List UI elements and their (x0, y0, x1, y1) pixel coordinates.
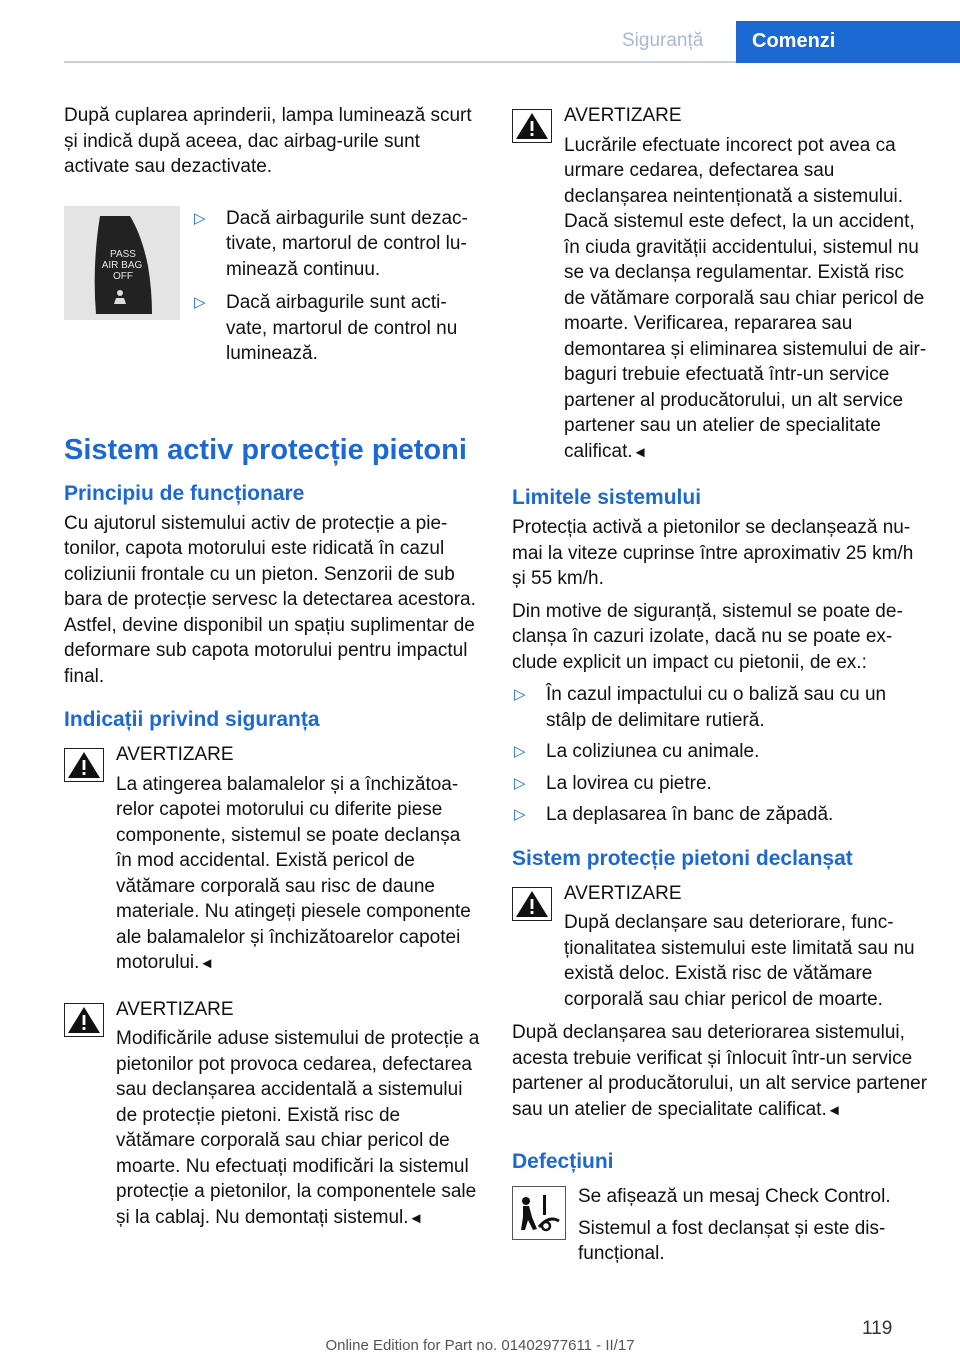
subheading-safety: Indicații privind siguranța (64, 708, 320, 731)
triangle-right-icon: ▷ (514, 806, 526, 823)
list-item: ▷ Dacă airbagurile sunt activate, martorul de control nu luminează. (194, 292, 458, 364)
fault-text-2: Sistemul a fost declanșat și este disfuncțional. (578, 1217, 886, 1264)
warning-title: AVERTIZARE (116, 744, 234, 765)
fault-block (512, 1184, 928, 1267)
list-item: ▷ La deplasarea în banc de zăpadă. (512, 802, 928, 828)
subheading-principle: Principiu de funcționare (64, 481, 305, 505)
footer-edition: Online Edition for Part no. 01402977611 - II/17 (325, 1337, 635, 1354)
limits-paragraph-1: Protecția activă a pietonilor se declanșează numai la viteze cuprinse între aproximativ 25 km/h și 55 km/h. (512, 517, 914, 589)
warning-title: AVERTIZARE (564, 105, 682, 126)
warning-block-3 (512, 103, 928, 465)
triangle-right-icon: ▷ (514, 686, 526, 703)
triangle-right-icon: ▷ (514, 743, 526, 760)
page-number: 119 (862, 1318, 893, 1339)
list-item: ▷ La coliziunea cu animale. (512, 739, 928, 765)
subheading-faults: Defecțiuni (512, 1150, 614, 1173)
indicator-line2: AIR BAG (101, 259, 143, 271)
limits-list (512, 682, 928, 828)
warning-triangle-icon (64, 748, 104, 782)
list-item: ▷ La lovirea cu pietre. (512, 771, 928, 797)
warning-text: La atingerea balamalelor și a închizătoarelor capotei motorului cu diferite piese componente, sistemul se poate declanșa în mod accidental. Există pericol de vătămare corporală sau risc de daune materiale. Nu atingeți piesele componente ale balamalelor și închizătoarelor capotei motorului.◄ (116, 773, 471, 973)
right-column (512, 103, 928, 1273)
list-item: ▷ În cazul impactului cu o baliză sau cu un stâlp de delimitare rutieră. (514, 684, 887, 731)
end-mark-icon: ◄ (632, 443, 648, 461)
triangle-right-icon: ▷ (194, 294, 206, 311)
fault-text-1: Se afișează un mesaj Check Control. (578, 1186, 891, 1207)
warning-text: După declanșare sau deteriorare, funcționalitatea sistemului este limitată sau nu există deloc. Există risc de vătămare corporală sau chiar pericol de moarte. (564, 912, 915, 1010)
pedestrian-protection-icon (512, 1186, 566, 1240)
indicator-line1: PASS (110, 248, 136, 260)
header-chapter-label: Comenzi (752, 30, 836, 52)
left-column (64, 103, 480, 1251)
warning-triangle-icon (64, 1003, 104, 1037)
warning-title: AVERTIZARE (116, 998, 234, 1020)
warning-block-4 (512, 881, 928, 1013)
indicator-line3: OFF (113, 270, 133, 282)
warning-block-2 (64, 997, 480, 1232)
pass-airbag-indicator-icon (64, 206, 180, 320)
subheading-limits: Limitele sistemului (512, 486, 702, 509)
warning-text: Modificările aduse sistemului de protecție a pietonilor pot provoca cedarea, defectarea sau declanșarea accidentală a sistemului de protecție pietoni. Există risc de vătămare corporală sau chiar pericol de moarte. Nu efectuați modificări la sistemul protecție a pietonilor, la componentele sale și la cablaj. Nu demontați sistemul.◄ (116, 1028, 480, 1228)
header-chapter-tab[interactable] (736, 21, 960, 63)
end-mark-icon: ◄ (826, 1101, 842, 1119)
subheading-triggered: Sistem protecție pietoni declanșat (512, 846, 853, 870)
list-item: ▷ Dacă airbagurile sunt dezactivate, martorul de control luminează continuu. (194, 207, 468, 280)
section-heading-pedestrian-protection: Sistem activ protecție pietoni (64, 433, 467, 466)
pass-airbag-off-image (64, 206, 180, 320)
warning-triangle-icon (512, 887, 552, 921)
warning-block-1 (64, 742, 480, 977)
end-mark-icon: ◄ (408, 1209, 424, 1227)
warning-triangle-icon (512, 109, 552, 143)
triangle-right-icon: ▷ (514, 774, 526, 792)
warning-title: AVERTIZARE (564, 882, 682, 904)
end-mark-icon: ◄ (199, 955, 215, 972)
warning-text: Lucrările efectuate incorect pot avea ca urmare cedarea, defectarea sau declanșarea neintenționată a sistemului. Dacă sistemul este defect, la un accident, în ciuda gravității accidentului, sistemul nu se va declanșa regulamentar. Există risc de vătămare corporală sau chiar pericol de moarte. Verificarea, repararea sau demontarea și eliminarea sistemului de airbaguri trebuie efectuată într-un service partener al producătorului, un alt service partener sau un atelier de specialitate calificat.◄ (564, 134, 927, 462)
triangle-right-icon: ▷ (194, 209, 206, 227)
principle-paragraph: Cu ajutorul sistemului activ de protecție a pietonilor, capota motorului este ridicată în cazul coliziunii frontale cu un pieton. Senzorii de sub bara de protecție servesc la detectarea acestora. Astfel, devine disponibil un spațiu suplimentar de deformare sub capota motorului pentru impactul final. (64, 512, 476, 687)
triggered-paragraph: După declanșarea sau deteriorarea sistemului, acesta trebuie verificat și înlocuit într-un service partener al producătorului, un alt service partener sau un atelier de specialitate calificat.◄ (512, 1022, 928, 1120)
airbag-status-block (64, 206, 480, 396)
intro-paragraph: După cuplarea aprinderii, lampa luminează scurt și indică după aceea, dac airbag-urile sunt activate sau dezactivate. (64, 105, 472, 177)
limits-paragraph-2: Din motive de siguranță, sistemul se poate declanșa în cazuri izolate, dacă nu se poate exclude explicit un impact cu pietonii, de ex.: (512, 600, 903, 673)
header-section-tab[interactable]: Siguranță (622, 30, 704, 51)
airbag-status-list (192, 206, 480, 375)
